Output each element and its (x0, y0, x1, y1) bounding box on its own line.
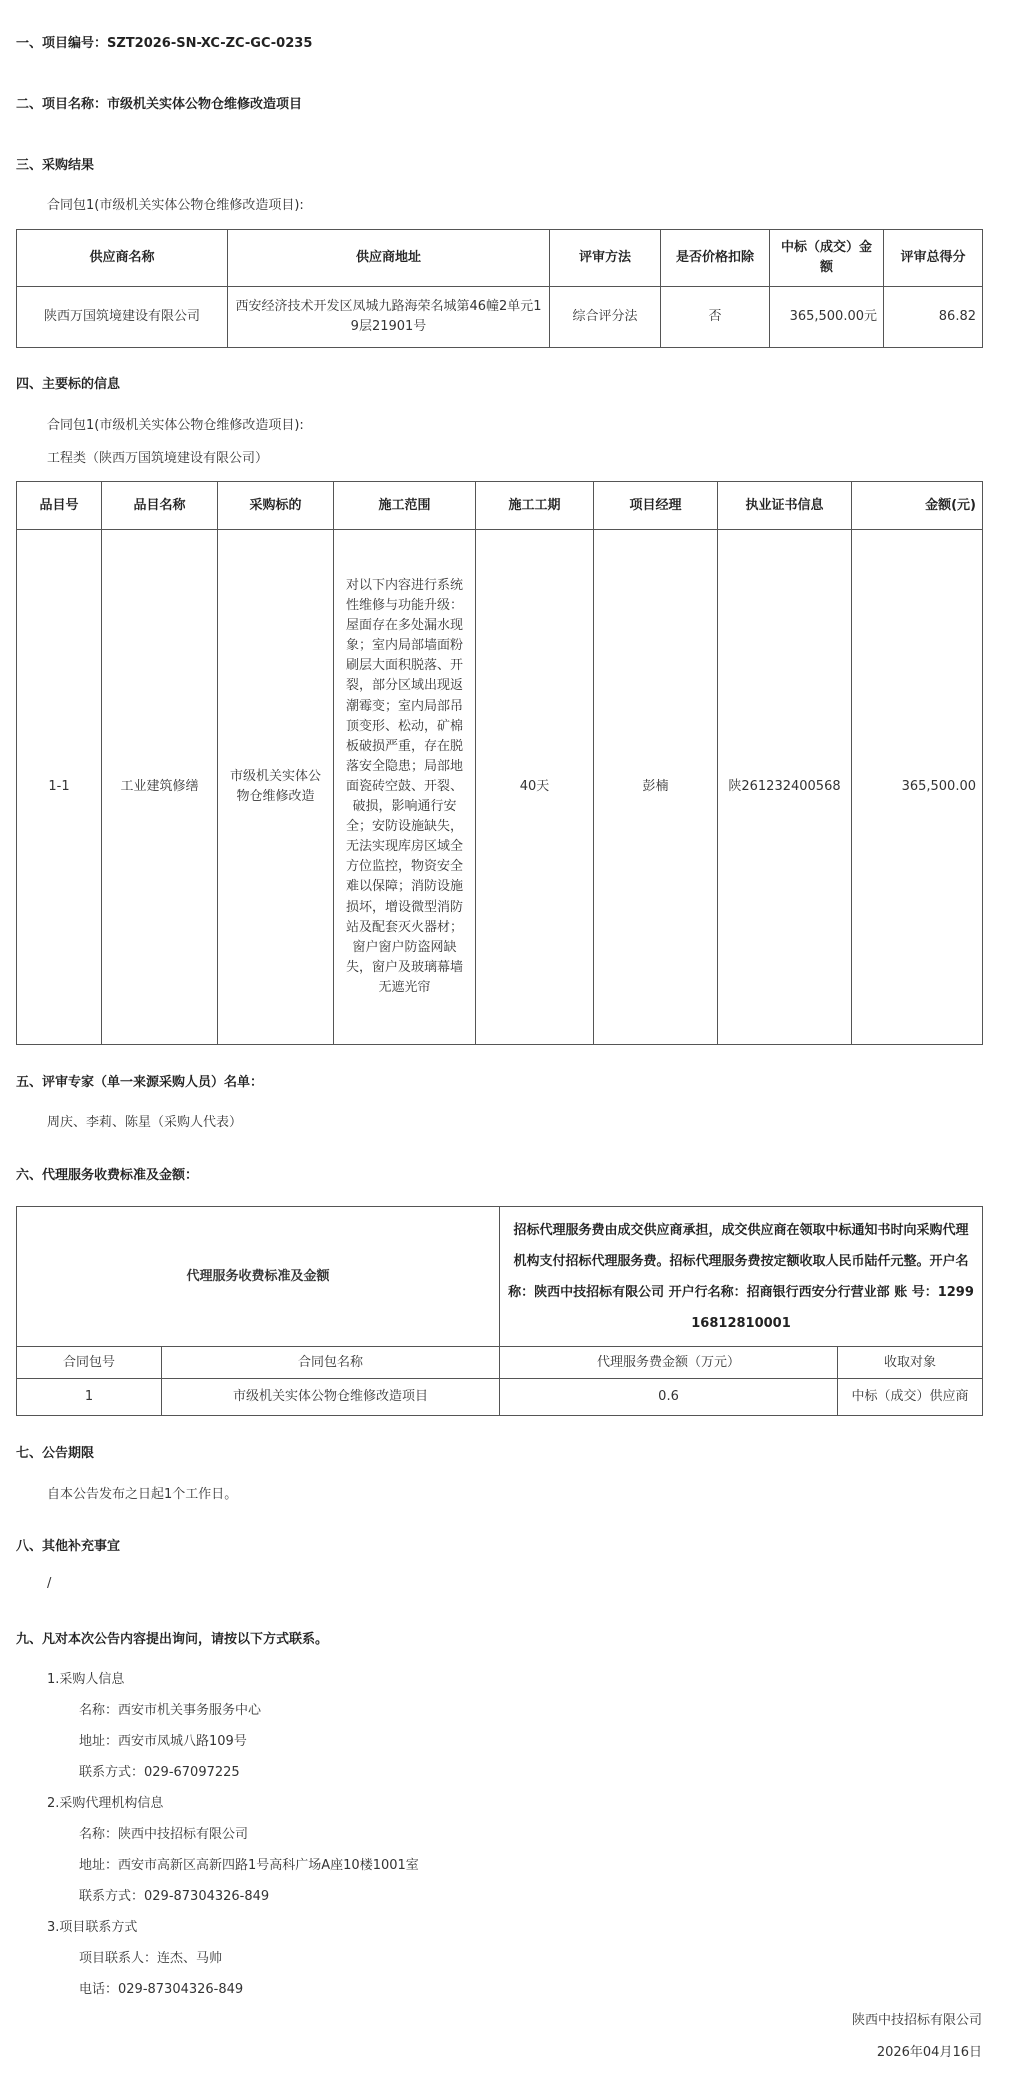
table-row (17, 530, 983, 1045)
agency-address: 地址：西安市高新区高新四路1号高科广场A座10楼1001室 (79, 1858, 419, 1873)
expert-names: 周庆、李莉、陈星（采购人代表） (47, 1115, 243, 1130)
section-2-heading (16, 93, 302, 112)
supplementary-text: / (47, 1576, 52, 1591)
section-5-heading: 五、评审专家（单一来源采购人员）名单： (16, 1075, 264, 1090)
contact-phone: 电话：029-87304326-849 (79, 1982, 244, 1997)
purchaser-title: 1.采购人信息 (47, 1672, 125, 1687)
header-bid-amount: 中标（成交）金额 (770, 230, 884, 287)
total-score: 86.82 (884, 287, 983, 348)
subject: 市级机关实体公物仓维修改造 (218, 530, 334, 1045)
supplier-name: 陕西万国筑境建设有限公司 (17, 287, 228, 348)
fee-payer: 中标（成交）供应商 (838, 1379, 983, 1416)
announcement-period: 自本公告发布之日起1个工作日。 (47, 1487, 238, 1502)
purchaser-name: 名称：西安市机关事务服务中心 (79, 1703, 262, 1718)
agency-fee-table (16, 1206, 983, 1416)
supplier-address: 西安经济技术开发区凤城九路海荣名城第46幢2单元19层21901号 (228, 287, 550, 348)
item-no: 1-1 (17, 530, 102, 1045)
section-6-heading: 六、代理服务收费标准及金额： (16, 1168, 199, 1183)
project-number: SZT2026-SN-XC-ZC-GC-0235 (107, 36, 313, 51)
fee-amount: 0.6 (500, 1379, 838, 1416)
license-info: 陕261232400568 (718, 530, 852, 1045)
project-name: 市级机关实体公物仓维修改造项目 (107, 97, 303, 112)
duration: 40天 (476, 530, 594, 1045)
section-1-heading (16, 32, 312, 51)
header-item-no: 品目号 (17, 482, 102, 530)
review-method: 综合评分法 (550, 287, 661, 348)
price-deduction: 否 (661, 287, 770, 348)
project-manager: 彭楠 (594, 530, 718, 1045)
header-fee-payer: 收取对象 (838, 1347, 983, 1379)
footer-organization: 陕西中技招标有限公司 (851, 2013, 982, 2028)
header-fee-amount: 代理服务费金额（万元） (500, 1347, 838, 1379)
procurement-result-table (16, 229, 983, 348)
header-supplier-address: 供应商地址 (228, 230, 550, 287)
section-3-package: 合同包1(市级机关实体公物仓维修改造项目): (47, 198, 304, 213)
package-no: 1 (17, 1379, 162, 1416)
section-3-heading: 三、采购结果 (16, 158, 95, 173)
header-amount: 金额(元) (852, 482, 983, 530)
project-number-label: 一、项目编号： (16, 36, 108, 51)
header-total-score: 评审总得分 (884, 230, 983, 287)
amount: 365,500.00 (852, 530, 983, 1045)
header-license: 执业证书信息 (718, 482, 852, 530)
table-row (17, 287, 983, 348)
agency-fee-description: 招标代理服务费由成交供应商承担，成交供应商在领取中标通知书时向采购代理机构支付招标代理服务费。招标代理服务费按定额收取人民币陆仟元整。开户名称：陕西中技招标有限公司 开户行名称：招商银行西安分行营业部 账 号：129916812810001 (500, 1207, 983, 1347)
section-9-heading: 九、凡对本次公告内容提出询问，请按以下方式联系。 (16, 1632, 329, 1647)
header-manager: 项目经理 (594, 482, 718, 530)
header-duration: 施工工期 (476, 482, 594, 530)
header-review-method: 评审方法 (550, 230, 661, 287)
header-package-no: 合同包号 (17, 1347, 162, 1379)
contact-person: 项目联系人：连杰、马帅 (79, 1951, 223, 1966)
agency-name: 名称：陕西中技招标有限公司 (79, 1827, 249, 1842)
bid-amount: 365,500.00元 (770, 287, 884, 348)
agency-title: 2.采购代理机构信息 (47, 1796, 164, 1811)
header-supplier-name: 供应商名称 (17, 230, 228, 287)
footer-date: 2026年04月16日 (876, 2045, 982, 2060)
purchaser-address: 地址：西安市凤城八路109号 (79, 1734, 247, 1749)
subject-info-table (16, 481, 983, 1045)
item-name: 工业建筑修缮 (102, 530, 218, 1045)
construction-scope: 对以下内容进行系统性维修与功能升级：屋面存在多处漏水现象；室内局部墙面粉刷层大面积脱落、开裂，部分区域出现返潮霉变；室内局部吊顶变形、松动，矿棉板破损严重，存在脱落安全隐患；局部地面瓷砖空鼓、开裂、破损，影响通行安全；安防设施缺失，无法实现库房区域全方位监控，物资安全难以保障；消防设施损坏，增设微型消防站及配套灭火器材；窗户窗户防盗网缺失，窗户及玻璃幕墙无遮光帘 (334, 530, 476, 1045)
header-subject: 采购标的 (218, 482, 334, 530)
section-4-package: 合同包1(市级机关实体公物仓维修改造项目): (47, 418, 304, 433)
header-package-name: 合同包名称 (162, 1347, 500, 1379)
purchaser-phone: 联系方式：029-67097225 (79, 1765, 240, 1780)
section-7-heading: 七、公告期限 (16, 1446, 95, 1461)
header-item-name: 品目名称 (102, 482, 218, 530)
contact-title: 3.项目联系方式 (47, 1920, 138, 1935)
section-8-heading: 八、其他补充事宜 (16, 1539, 121, 1554)
section-4-category: 工程类（陕西万国筑境建设有限公司） (47, 451, 269, 466)
header-price-deduction: 是否价格扣除 (661, 230, 770, 287)
table-row (17, 1379, 983, 1416)
header-scope: 施工范围 (334, 482, 476, 530)
agency-phone: 联系方式：029-87304326-849 (79, 1889, 270, 1904)
package-name: 市级机关实体公物仓维修改造项目 (162, 1379, 500, 1416)
project-name-label: 二、项目名称： (16, 97, 108, 112)
agency-fee-label: 代理服务收费标准及金额 (17, 1207, 500, 1347)
section-4-heading: 四、主要标的信息 (16, 377, 121, 392)
